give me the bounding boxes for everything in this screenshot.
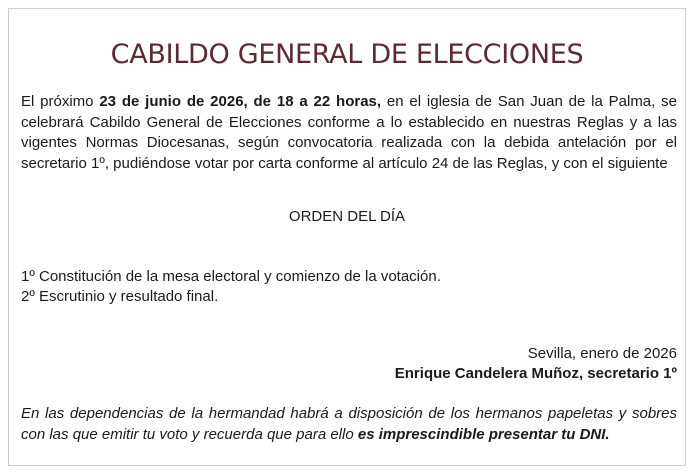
footer-note — [21, 404, 677, 445]
intro-text-start: El próximo — [21, 93, 100, 110]
agenda-list — [21, 267, 441, 307]
place-date: Sevilla, enero de 2026 — [527, 345, 677, 362]
notice-title: CABILDO GENERAL DE ELECCIONES — [110, 39, 584, 70]
signature: Enrique Candelera Muñoz, secretario 1º — [394, 365, 677, 382]
agenda-heading: ORDEN DEL DÍA — [288, 208, 406, 225]
footer-text: En las dependencias de la hermandad habrá a disposición de los hermanos papeletas y sobres con las que emitir tu voto y recuerda que para ello — [21, 405, 677, 443]
intro-paragraph — [21, 92, 677, 174]
intro-text-rest: en el iglesia de San Juan de la Palma, se celebrará Cabildo General de Elecciones conforme a lo establecido en nuestras Reglas y a las vigentes Normas Diocesanas, según convocatoria realizada con la debida antelación por el secretario 1º, pudiéndose votar por carta conforme al artículo 24 de las Reglas, y con el siguiente — [21, 93, 677, 172]
election-date: 23 de junio de 2026, de 18 a 22 horas, — [99, 93, 382, 110]
agenda-item: 1º Constitución de la mesa electoral y comienzo de la votación. — [21, 268, 441, 285]
election-notice — [8, 8, 686, 466]
footer-emphasis: es imprescindible presentar tu DNI. — [357, 425, 610, 443]
agenda-item: 2º Escrutinio y resultado final. — [21, 288, 219, 305]
